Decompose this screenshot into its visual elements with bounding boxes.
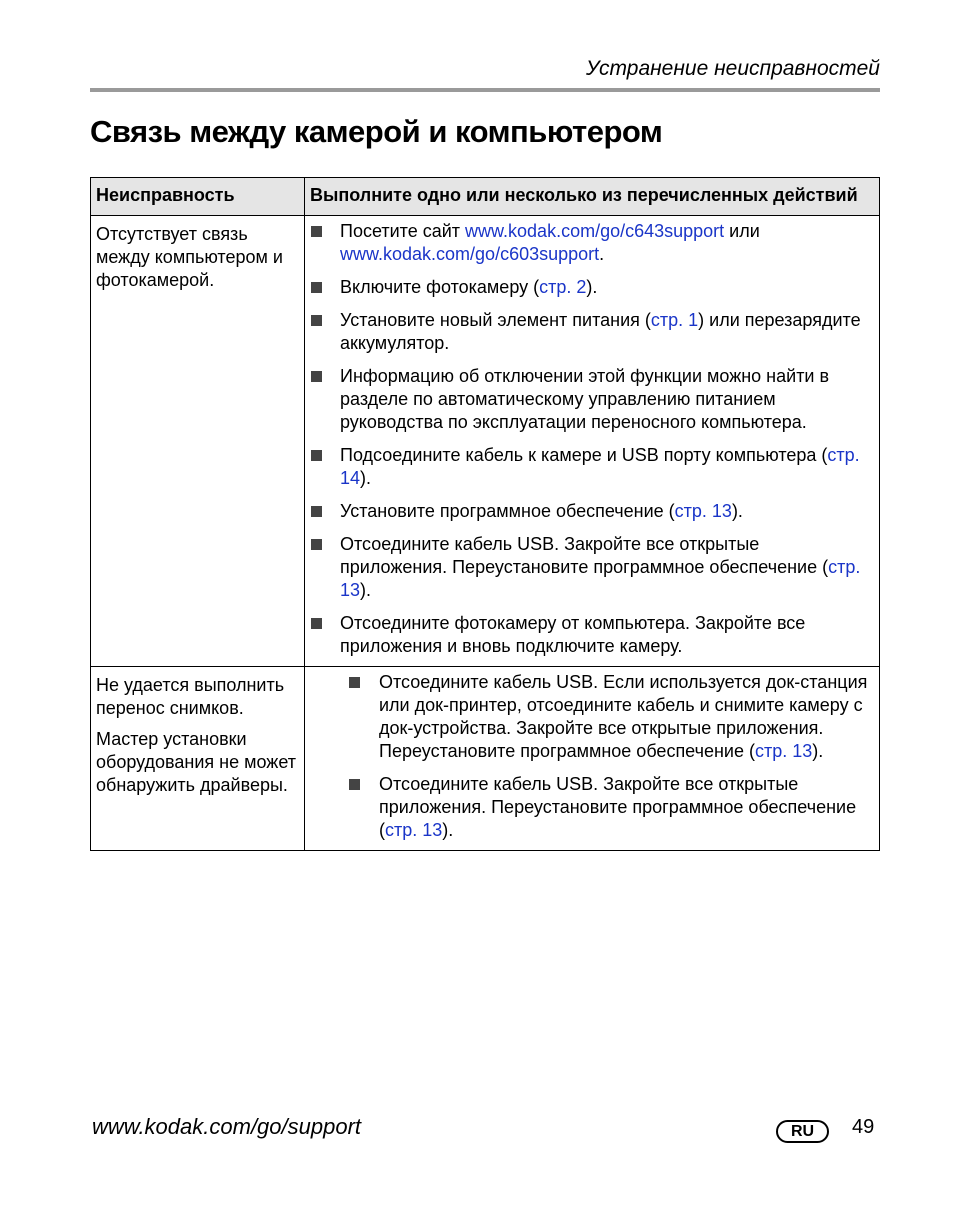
action-text: ).	[360, 468, 372, 488]
square-bullet-icon	[311, 618, 322, 629]
action-list	[311, 671, 869, 842]
action-item	[311, 773, 869, 842]
action-text: Включите фотокамеру (	[340, 277, 540, 297]
action-text: Установите программное обеспечение (	[340, 501, 675, 521]
action-text: ).	[360, 580, 372, 600]
action-text: или	[724, 221, 760, 241]
running-header: Устранение неисправностей	[586, 57, 880, 80]
page-title: Связь между камерой и компьютером	[90, 114, 663, 149]
square-bullet-icon	[349, 677, 360, 688]
action-text: Отсоедините кабель USB. Закройте все открытые приложения. Переустановите программное обеспечение (	[340, 534, 829, 577]
column-header-problem: Неисправность	[91, 178, 305, 216]
square-bullet-icon	[311, 450, 322, 461]
action-text: ).	[442, 820, 454, 840]
table-row	[91, 667, 880, 851]
action-text: Информацию об отключении этой функции можно найти в разделе по автоматическому управлению питанием руководства по эксплуатации переносного компьютера.	[340, 366, 830, 432]
action-text: Посетите сайт	[340, 221, 466, 241]
action-item	[311, 276, 869, 299]
header-rule	[90, 88, 880, 92]
action-item	[311, 500, 869, 523]
cross-reference-link[interactable]: стр. 13	[755, 741, 813, 761]
square-bullet-icon	[311, 226, 322, 237]
square-bullet-icon	[311, 539, 322, 550]
action-item	[311, 612, 869, 658]
actions-cell	[305, 216, 880, 667]
cross-reference-link[interactable]: стр. 13	[340, 557, 861, 600]
problem-cell	[91, 667, 305, 851]
action-item	[311, 309, 869, 355]
action-item	[311, 220, 869, 266]
square-bullet-icon	[349, 779, 360, 790]
square-bullet-icon	[311, 315, 322, 326]
footer-url: www.kodak.com/go/support	[92, 1114, 362, 1139]
cross-reference-link[interactable]: www.kodak.com/go/c603support	[340, 244, 600, 264]
action-text: Отсоедините фотокамеру от компьютера. Закройте все приложения и вновь подключите камеру.	[340, 613, 806, 656]
action-text: Установите новый элемент питания (	[340, 310, 651, 330]
cross-reference-link[interactable]: www.kodak.com/go/c643support	[465, 221, 725, 241]
problem-text: Не удается выполнить перенос снимков.	[96, 675, 285, 718]
problem-text: Отсутствует связь между компьютером и фотокамерой.	[96, 224, 283, 290]
action-item	[311, 533, 869, 602]
cross-reference-link[interactable]: стр. 2	[539, 277, 587, 297]
cross-reference-link[interactable]: стр. 1	[650, 310, 699, 330]
action-item	[311, 444, 869, 490]
square-bullet-icon	[311, 371, 322, 382]
page-number: 49	[852, 1116, 875, 1138]
actions-cell	[305, 667, 880, 851]
cross-reference-link[interactable]: стр. 13	[674, 501, 732, 521]
troubleshooting-table	[90, 177, 880, 851]
language-badge: RU	[776, 1120, 829, 1143]
action-text: ).	[586, 277, 598, 297]
action-text: ).	[731, 501, 743, 521]
problem-cell	[91, 216, 305, 667]
action-text: ) или перезарядите аккумулятор.	[340, 310, 861, 353]
problem-text: Мастер установки оборудования не может обнаружить драйверы.	[96, 729, 297, 795]
cross-reference-link[interactable]: стр. 14	[340, 445, 860, 488]
action-text: Отсоедините кабель USB. Если используется док-станция или док-принтер, отсоедините кабель и снимите камеру с док-устройства. Закройте все открытые приложения. Переустановите программное обеспечение (	[379, 672, 868, 761]
action-text: Подсоедините кабель к камере и USB порту компьютера (	[340, 445, 828, 465]
cross-reference-link[interactable]: стр. 13	[385, 820, 443, 840]
action-list	[311, 220, 869, 658]
action-item	[311, 671, 869, 763]
square-bullet-icon	[311, 506, 322, 517]
table-row	[91, 216, 880, 667]
square-bullet-icon	[311, 282, 322, 293]
action-text: ).	[812, 741, 824, 761]
action-text: .	[599, 244, 605, 264]
action-item	[311, 365, 869, 434]
table-header-row	[91, 178, 880, 216]
column-header-actions: Выполните одно или несколько из перечисленных действий	[305, 178, 880, 216]
action-text: Отсоедините кабель USB. Закройте все открытые приложения. Переустановите программное обеспечение (	[379, 774, 857, 840]
